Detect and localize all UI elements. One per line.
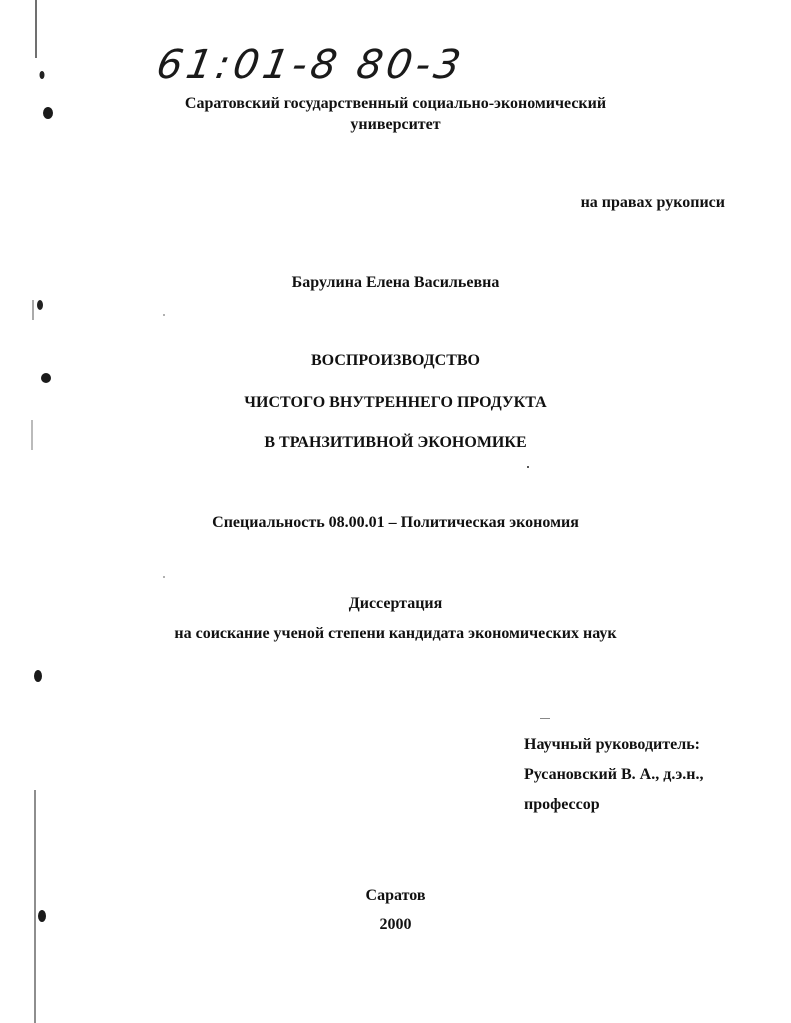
institution-name-line2: университет xyxy=(350,116,441,133)
scan-speck xyxy=(540,718,550,719)
year: 2000 xyxy=(379,916,412,933)
punch-hole-mark xyxy=(41,373,51,383)
city: Саратов xyxy=(365,887,426,904)
work-type-heading: Диссертация xyxy=(348,595,443,612)
svg-text:61:01-8 80-3: 61:01-8 80-3 xyxy=(158,41,469,88)
supervisor-label: Научный руководитель: xyxy=(524,736,700,753)
work-type-description: на соискание ученой степени кандидата экономических наук xyxy=(174,625,617,642)
punch-hole-mark xyxy=(40,71,45,79)
author-name: Барулина Елена Васильевна xyxy=(291,274,500,291)
punch-hole-mark xyxy=(34,670,42,682)
scan-speck xyxy=(527,466,529,468)
handwritten-archive-code xyxy=(158,38,518,90)
manuscript-rights-note: на правах рукописи xyxy=(580,194,725,211)
title-line-2: ЧИСТОГО ВНУТРЕННЕГО ПРОДУКТА xyxy=(244,394,547,411)
institution-name-line1: Саратовский государственный социально-экономический xyxy=(184,95,607,112)
binding-edge xyxy=(0,0,60,1023)
punch-hole-mark xyxy=(37,300,43,310)
scan-speck xyxy=(163,314,165,316)
supervisor-rank: профессор xyxy=(524,796,600,813)
title-line-3: В ТРАНЗИТИВНОЙ ЭКОНОМИКЕ xyxy=(264,434,527,451)
supervisor-name: Русановский В. А., д.э.н., xyxy=(524,766,704,783)
specialty: Специальность 08.00.01 – Политическая экономия xyxy=(212,514,579,531)
scan-speck xyxy=(163,576,165,578)
title-line-1: ВОСПРОИЗВОДСТВО xyxy=(311,352,480,369)
